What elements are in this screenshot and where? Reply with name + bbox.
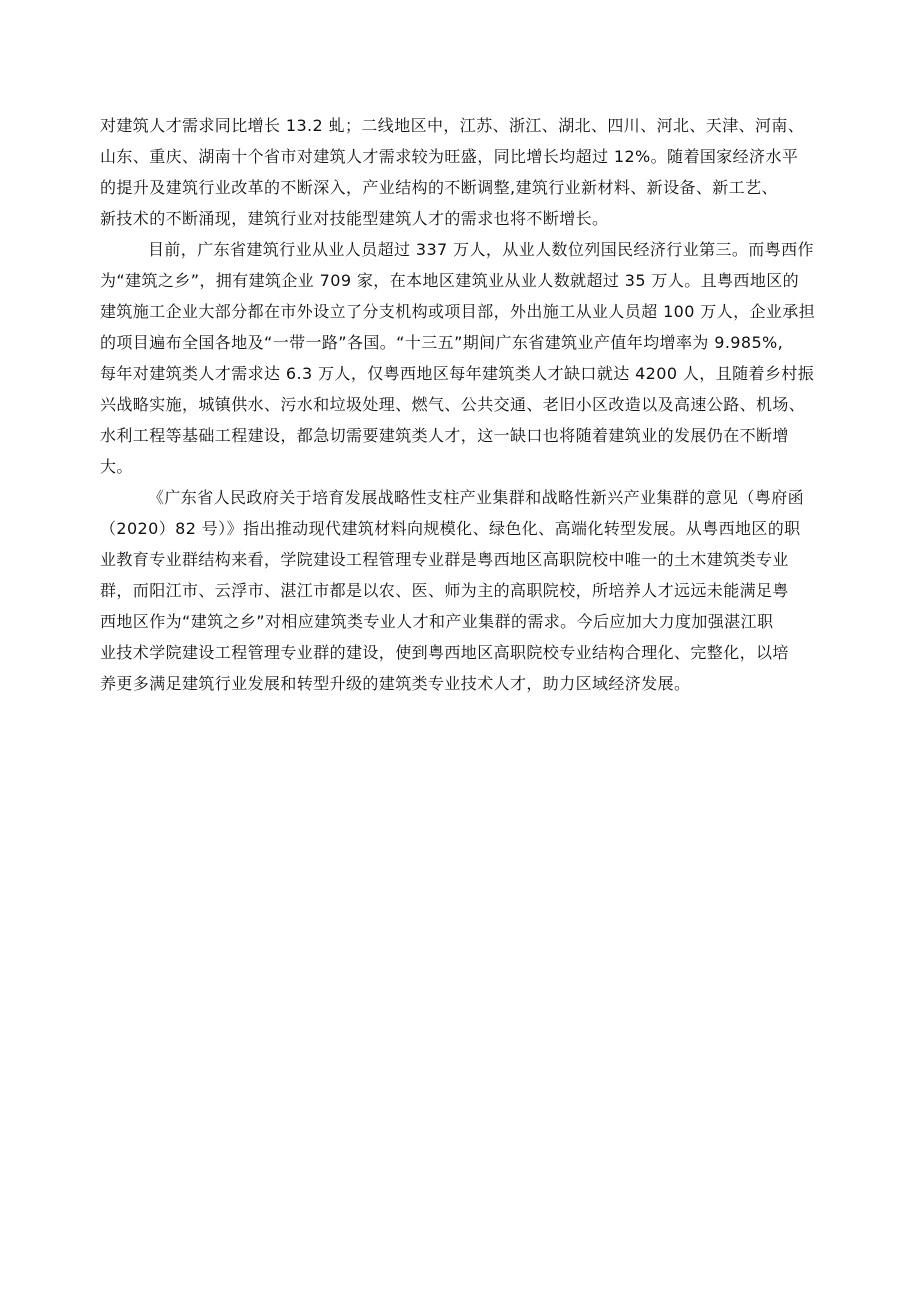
text-line: 为“建筑之乡”，拥有建筑企业 709 家，在本地区建筑业从业人数就超过 35 万人。且粤西地区的	[100, 271, 800, 290]
text-line: 每年对建筑类人才需求达 6.3 万人，仅粤西地区每年建筑类人才缺口就达 4200 人，且随着乡村振	[100, 364, 815, 383]
document-body	[100, 110, 825, 699]
text-line: 山东、重庆、湖南十个省市对建筑人才需求较为旺盛，同比增长均超过 12%。随着国家经济水平	[100, 147, 799, 166]
text-line-first: 《广东省人民政府关于培育发展战略性支柱产业集群和战略性新兴产业集群的意见（粤府函	[148, 488, 805, 507]
text-line: 新技术的不断涌现，建筑行业对技能型建筑人才的需求也将不断增长。	[100, 209, 609, 228]
text-line: 业教育专业群结构来看，学院建设工程管理专业群是粤西地区高职院校中唯一的土木建筑类专业	[100, 550, 789, 569]
text-line: 群，而阳江市、云浮市、湛江市都是以农、医、师为主的高职院校，所培养人才远远未能满足粤	[100, 581, 789, 600]
paragraph-1	[100, 110, 825, 234]
text-line: （2020）82 号）》指出推动现代建筑材料向规模化、绿色化、高端化转型发展。从粤西地区的职	[100, 519, 801, 538]
text-line: 西地区作为“建筑之乡”对相应建筑类专业人才和产业集群的需求。今后应加大力度加强湛江职	[100, 612, 774, 631]
paragraph-3	[100, 482, 825, 699]
text-line-first: 目前，广东省建筑行业从业人员超过 337 万人，从业人数位列国民经济行业第三。而粤西作	[148, 240, 814, 259]
text-line: 建筑施工企业大部分都在市外设立了分支机构或项目部，外出施工从业人员超 100 万人，企业承担	[100, 302, 816, 321]
text-line: 水利工程等基础工程建设，都急切需要建筑类人才，这一缺口也将随着建筑业的发展仍在不断增	[100, 426, 789, 445]
text-line: 业技术学院建设工程管理专业群的建设，使到粤西地区高职院校专业结构合理化、完整化，以培	[100, 643, 789, 662]
text-line: 养更多满足建筑行业发展和转型升级的建筑类专业技术人才，助力区域经济发展。	[100, 674, 691, 693]
text-line: 对建筑人才需求同比增长 13.2 虬；二线地区中，江苏、浙江、湖北、四川、河北、天津、河南、	[100, 116, 805, 135]
text-line: 大。	[100, 457, 133, 476]
text-line: 兴战略实施，城镇供水、污水和垃圾处理、燃气、公共交通、老旧小区改造以及高速公路、机场、	[100, 395, 806, 414]
paragraph-2	[100, 234, 825, 482]
text-line: 的项目遍布全国各地及“一带一路”各国。“十三五”期间广东省建筑业产值年均增率为 9.985%,	[100, 333, 784, 352]
text-line: 的提升及建筑行业改革的不断深入，产业结构的不断调整,建筑行业新材料、新设备、新工艺、	[100, 178, 778, 197]
